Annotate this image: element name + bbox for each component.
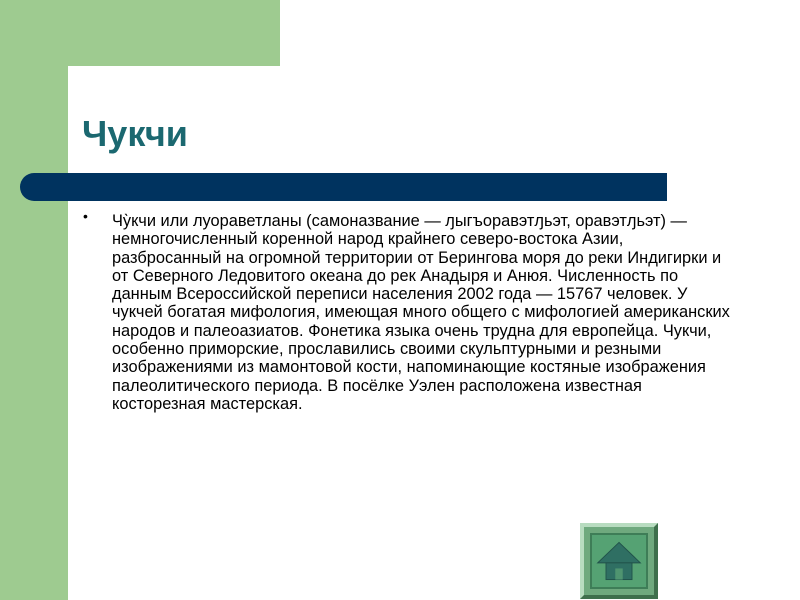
home-icon: [592, 535, 646, 587]
bullet-marker: •: [83, 208, 88, 224]
title-underline-bar: [20, 173, 667, 201]
top-decoration-block: [0, 0, 280, 66]
home-button-face: [590, 533, 648, 589]
slide-title: Чукчи: [82, 113, 188, 154]
home-button[interactable]: [580, 523, 658, 599]
slide-body-text: Чу̀кчи или луораветланы (самоназвание — ԓыгъоравэтԓьэт, оравэтԓьэт) — немногочисленный коренной народ крайнего северо-востока Азии, разбросанный на огромной территории от Берингова моря до реки Индигирки и от Северного Ледовитого океана до рек Анадыря и Анюя. Численность по данным Всероссийской переписи населения 2002 года — 15767 человек. У чукчей богатая мифология, имеющая много общего с мифологией американских народов и палеоазиатов. Фонетика языка очень трудна для европейца. Чукчи, особенно приморские, прославились своими скульптурными и резными изображениями из мамонтовой кости, напоминающие костяные изображения палеолитического периода. В посёлке Уэлен расположена известная косторезная мастерская.: [112, 212, 730, 413]
left-decoration-strip: [0, 0, 68, 600]
